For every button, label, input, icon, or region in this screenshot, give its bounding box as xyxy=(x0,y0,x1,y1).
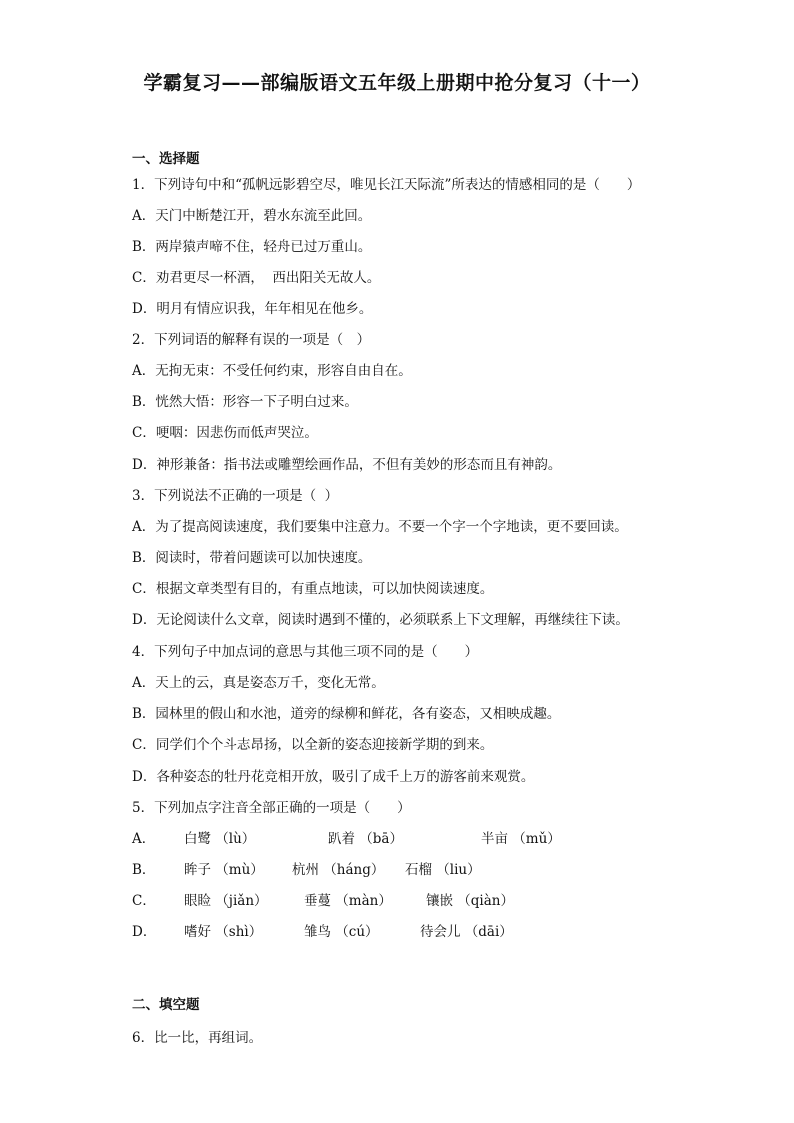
pinyin-word: 眼睑 （jiǎn） xyxy=(184,893,268,909)
pinyin-word: 雏鸟 （cú） xyxy=(304,924,379,940)
question-stem: 5．下列加点字注音全部正确的一项是（ ） xyxy=(132,800,411,816)
question-option: D．各种姿态的牡丹花竞相开放，吸引了成千上万的游客前来观赏。 xyxy=(132,769,535,785)
question-option: A．无拘无束：不受任何约束，形容自由自在。 xyxy=(132,363,412,379)
question-stem: 6．比一比，再组词。 xyxy=(132,1030,263,1046)
option-letter: C． xyxy=(132,893,156,909)
question-stem: 4．下列句子中加点词的意思与其他三项不同的是（ ） xyxy=(132,644,479,660)
question-option: B．阅读时，带着问题读可以加快速度。 xyxy=(132,550,372,566)
pinyin-option-row xyxy=(132,858,515,878)
pinyin-word: 石榴 （liu） xyxy=(405,862,481,878)
pinyin-word: 待会儿 （dāi） xyxy=(420,924,513,940)
question-option: C．劝君更尽一杯酒， 西出阳关无故人。 xyxy=(132,270,381,286)
pinyin-option-row xyxy=(132,827,597,847)
pinyin-word: 白鹭 （lù） xyxy=(184,831,256,847)
question-option: D．无论阅读什么文章，阅读时遇到不懂的，必须联系上下文理解，再继续往下读。 xyxy=(132,612,629,628)
question-option: A．为了提高阅读速度，我们要集中注意力。不要一个字一个字地读，更不要回读。 xyxy=(132,519,628,535)
question-option: C．根据文章类型有目的，有重点地读，可以加快阅读速度。 xyxy=(132,581,494,597)
question-option: B．恍然大悟：形容一下子明白过来。 xyxy=(132,394,358,410)
section-heading-fill: 二、填空题 xyxy=(132,997,200,1013)
question-option: B．园林里的假山和水池，道旁的绿柳和鲜花，各有姿态，又相映成趣。 xyxy=(132,706,561,722)
option-letter: D． xyxy=(132,924,157,940)
question-stem: 3．下列说法不正确的一项是（ ） xyxy=(132,488,339,504)
question-option: B．两岸猿声啼不住，轻舟已过万重山。 xyxy=(132,239,372,255)
option-letter: A． xyxy=(132,831,156,847)
pinyin-word: 镶嵌 （qiàn） xyxy=(426,893,514,909)
pinyin-word: 杭州 （háng） xyxy=(292,862,385,878)
pinyin-word: 眸子 （mù） xyxy=(184,862,264,878)
option-letter: B． xyxy=(132,862,156,878)
question-stem: 1．下列诗句中和“孤帆远影碧空尽，唯见长江天际流”所表达的情感相同的是（ ） xyxy=(132,177,641,193)
pinyin-word: 嗜好 （shì） xyxy=(184,924,263,940)
question-option: A．天门中断楚江开，碧水东流至此回。 xyxy=(132,208,372,224)
question-option: C．同学们个个斗志昂扬，以全新的姿态迎接新学期的到来。 xyxy=(132,737,494,753)
question-stem: 2．下列词语的解释有误的一项是（ ） xyxy=(132,332,371,348)
pinyin-option-row xyxy=(132,889,536,909)
question-option: C．哽咽：因悲伤而低声哭泣。 xyxy=(132,425,318,441)
section-heading-choice: 一、选择题 xyxy=(132,151,200,167)
pinyin-option-row xyxy=(132,920,530,940)
question-option: A．天上的云，真是姿态万千，变化无常。 xyxy=(132,675,385,691)
question-option: D．神形兼备：指书法或雕塑绘画作品，不但有美妙的形态而且有神韵。 xyxy=(132,457,562,473)
pinyin-word: 趴着 （bā） xyxy=(328,831,403,847)
pinyin-word: 半亩 （mǔ） xyxy=(481,831,561,847)
question-option: D．明月有情应识我，年年相见在他乡。 xyxy=(132,301,373,317)
pinyin-word: 垂蔓 （màn） xyxy=(304,893,392,909)
page-title: 学霸复习——部编版语文五年级上册期中抢分复习（十一） xyxy=(143,72,651,94)
